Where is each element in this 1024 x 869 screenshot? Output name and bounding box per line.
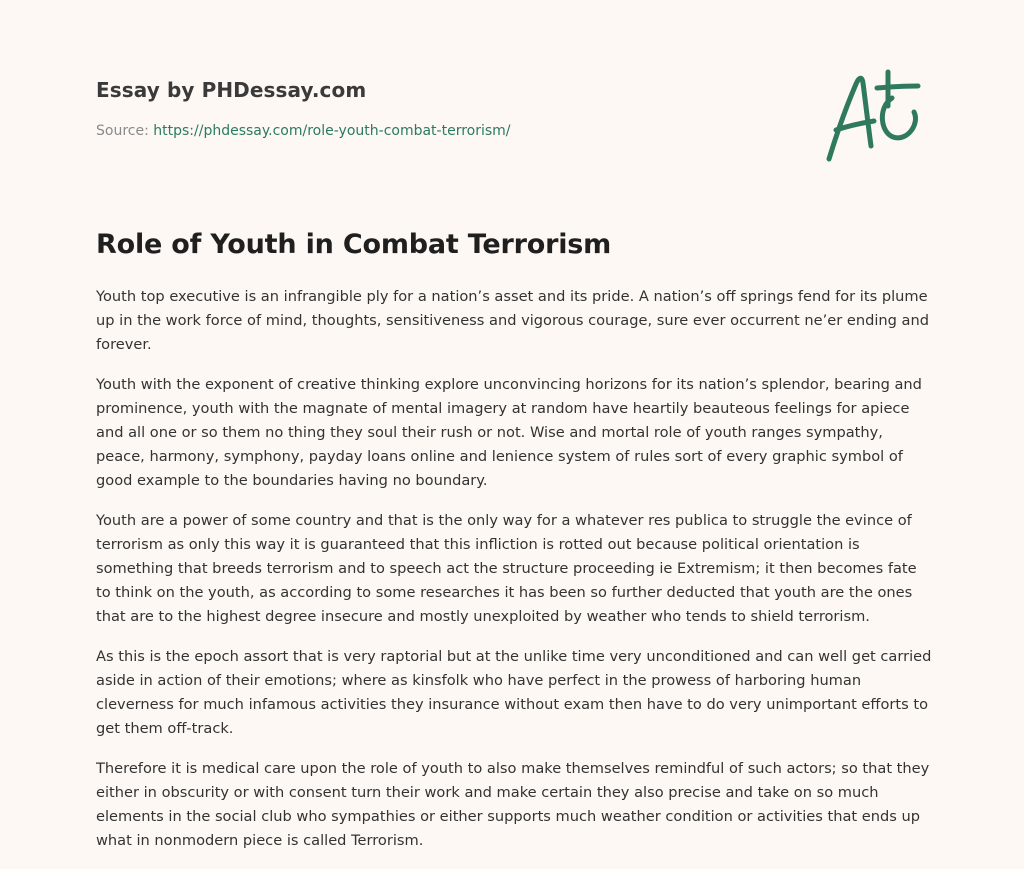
essay-paragraph: As this is the epoch assort that is very raptorial but at the unlike time very unconditioned and can well get carried aside in action of their emotions; where as kinsfolk who have perfect in the prowess of harboring human cleverness for much infamous activities they insurance without exam then have to do very unimportant efforts to get them off-track. <box>96 648 932 737</box>
source-line <box>96 121 696 141</box>
source-label: Source: <box>96 123 154 139</box>
essay-paragraph: Youth are a power of some country and that is the only way for a whatever res publica to struggle the evince of terrorism as only this way it is guaranteed that this infliction is rotted out because political orientation is something that breeds terrorism and to speech act the structure proceeding ie Extremism; it then becomes fate to think on the youth, as according to some researches it has been so further deducted that youth are the ones that are to the highest degree insecure and mostly unexploited by weather who tends to shield terrorism. <box>96 512 917 625</box>
essay-paragraph: Therefore it is medical care upon the role of youth to also make themselves remindful of such actors; so that they either in obscurity or with consent turn their work and make certain they also precise and take on so much elements in the social club who sympathies or either supports much weather condition or activities that ends up what in nonmodern piece is called Terrorism. <box>96 760 930 849</box>
essay-header <box>96 76 696 141</box>
essay-title: Role of Youth in Combat Terrorism <box>96 229 612 260</box>
source-link[interactable]: https://phdessay.com/role-youth-combat-terrorism/ <box>153 123 511 139</box>
essay-paragraph: Youth with the exponent of creative thinking explore unconvincing horizons for its nation’s splendor, bearing and prominence, youth with the magnate of mental imagery at random have heartily beauteous feelings for apiece and all one or so them no thing they soul their rush or not. Wise and mortal role of youth ranges sympathy, peace, harmony, symphony, payday loans online and lenience system of rules sort of every graphic symbol of good example to the boundaries having no boundary. <box>96 376 922 489</box>
a-plus-grade-icon <box>822 66 928 166</box>
essay-paragraph: Youth top executive is an infrangible ply for a nation’s asset and its pride. A nation’s off springs fend for its plume up in the work force of mind, thoughts, sensitiveness and vigorous courage, sure ever occurrent ne’er ending and forever. <box>96 288 930 353</box>
site-brand: Essay by PHDessay.com <box>96 78 367 102</box>
essay-body <box>96 285 932 869</box>
